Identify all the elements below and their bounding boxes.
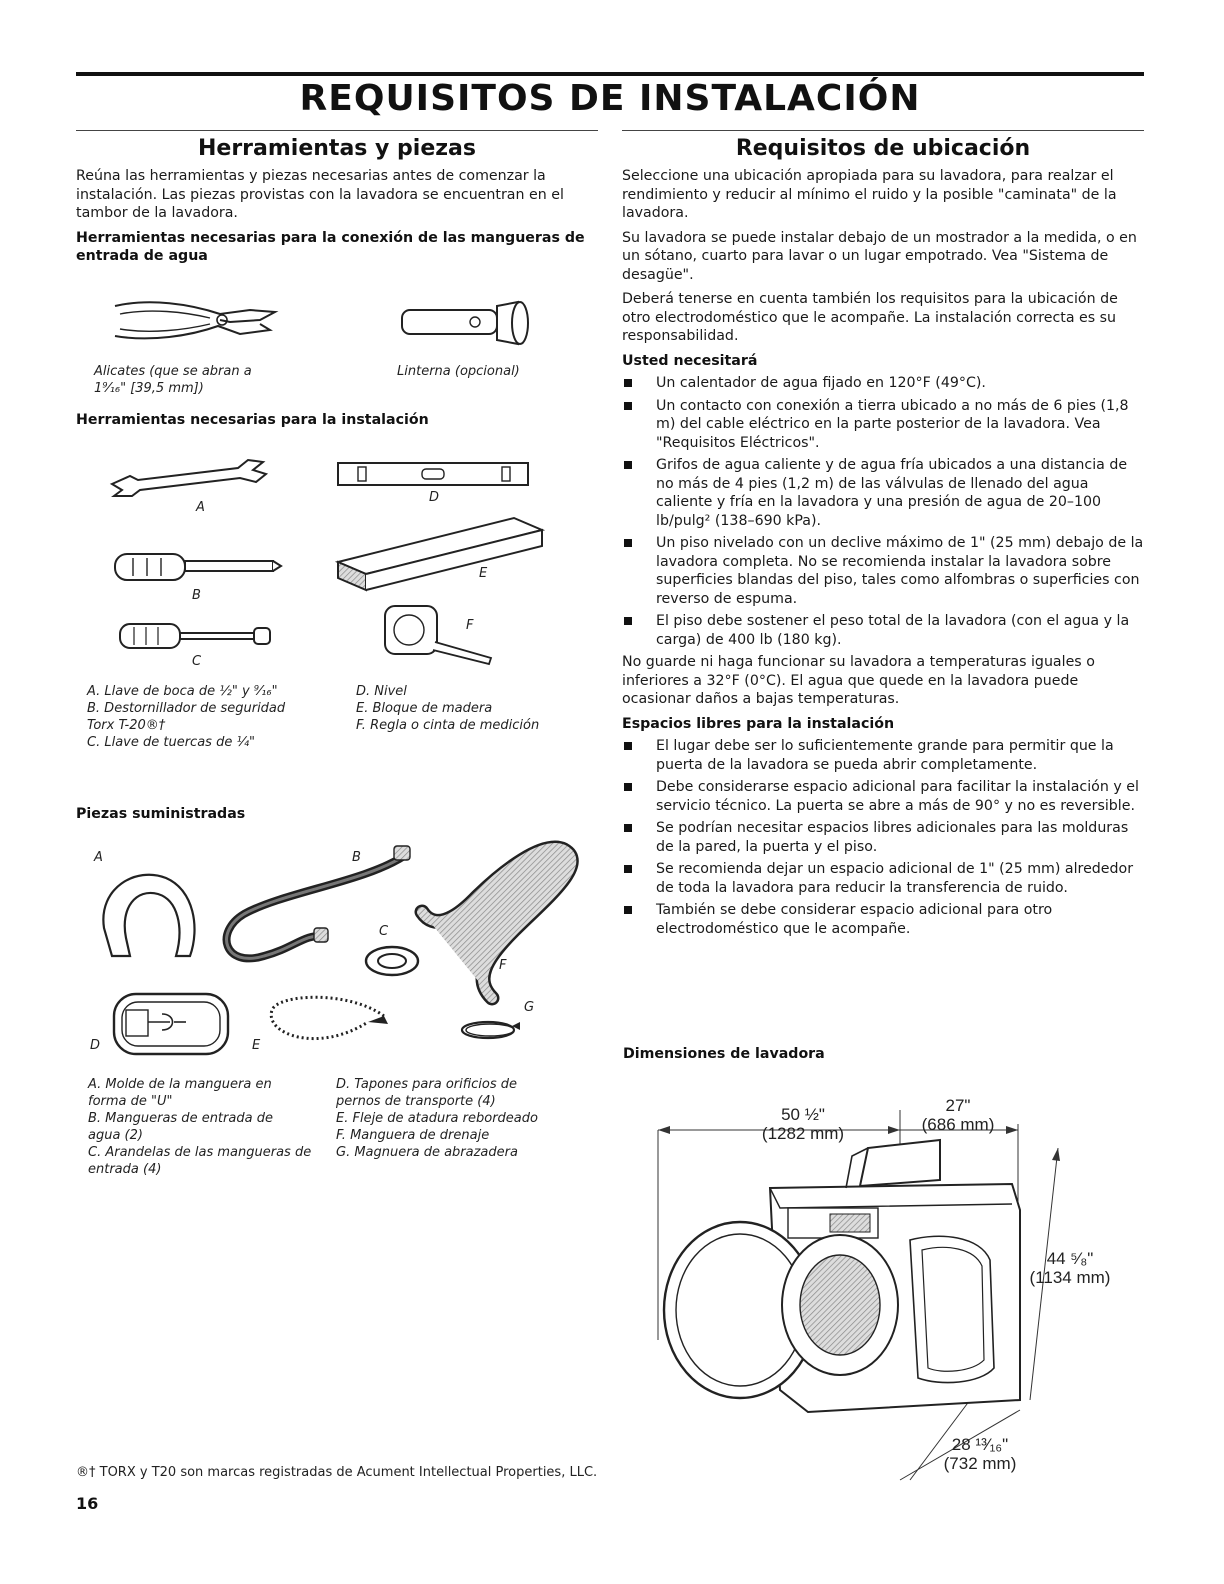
tool-item: B. Destornillador de seguridad Torx T-20®† (87, 701, 286, 733)
part-item: E. Fleje de atadura rebordeado (336, 1111, 538, 1126)
side-dimension (930, 1435, 1030, 1473)
location-p3: Deberá tenerse en cuenta también los requisitos para la ubicación de otro electrodoméstico que le acompañe. La instalación correcta es su responsabilidad. (622, 291, 1118, 344)
nut-driver-illustration (118, 622, 278, 652)
install-tools-heading: Herramientas necesarias para la instalación (76, 412, 429, 428)
washer-dimensions-diagram (640, 1100, 1100, 1490)
tape-measure-illustration (383, 604, 501, 668)
location-p1: Seleccione una ubicación apropiada para su lavadora, para realzar el rendimiento y reducir al mínimo el ruido y la posible "caminata" de la lavadora. (622, 168, 1117, 221)
label-c-parts: C (379, 924, 389, 939)
label-a-parts: A (94, 850, 103, 865)
wood-block-illustration (336, 512, 546, 592)
height-inches: 44 ⁵⁄₈" (1046, 1249, 1094, 1268)
location-p2: Su lavadora se puede instalar debajo de un mostrador a la medida, o en un sótano, cuarto para lavar o un lugar empotrado. Vea "Sistema de desagüe". (622, 229, 1137, 283)
left-rule (76, 130, 598, 131)
right-rule (622, 130, 1144, 131)
transport-plug-illustration (112, 992, 232, 1056)
parts-list-left (88, 1076, 328, 1178)
hose-tools-heading: Herramientas necesarias para la conexión de las mangueras de entrada de agua (76, 229, 585, 264)
label-a: A (196, 500, 205, 515)
pliers-caption: Alicates (que se abran a 1⁹⁄₁₆" [39,5 mm]) (94, 364, 252, 396)
tool-item: A. Llave de boca de ½" y ⁹⁄₁₆" (87, 684, 278, 699)
depth-inches: 27" (945, 1096, 971, 1115)
parts-heading: Piezas suministradas (76, 806, 246, 822)
hose-clamp-illustration (458, 1018, 522, 1042)
part-item: F. Manguera de drenaje (336, 1128, 490, 1143)
width-dimension (738, 1105, 868, 1143)
install-tools-list-left (87, 683, 317, 751)
top-rule (76, 72, 1144, 76)
clearance-list (622, 737, 1144, 938)
label-e-parts: E (252, 1038, 261, 1053)
list-item: Un piso nivelado con un declive máximo de 1" (25 mm) debajo de la lavadora completa. No se recomienda instalar la lavadora sobre superficies blandas del piso, tales como alfombras o superficies con reverso de espuma. (622, 534, 1144, 608)
label-g-parts: G (524, 1000, 535, 1015)
label-d-parts: D (90, 1038, 101, 1053)
dimensions-heading: Dimensiones de lavadora (623, 1046, 825, 1062)
list-item: Debe considerarse espacio adicional para facilitar la instalación y el servicio técnico. La puerta se abre a más de 90° y no es reversible. (622, 778, 1144, 815)
side-inches: 28 ¹³⁄₁₆" (951, 1435, 1009, 1454)
list-item: El piso debe sostener el peso total de la lavadora (con el agua y la carga) de 400 lb (180 kg). (622, 612, 1144, 649)
depth-mm: (686 mm) (921, 1115, 995, 1134)
list-item: Un calentador de agua fijado en 120°F (49°C). (622, 374, 1144, 393)
page-title: REQUISITOS DE INSTALACIÓN (299, 78, 921, 119)
label-d-tools: D (429, 490, 440, 505)
parts-list-right (336, 1076, 576, 1161)
tools-column (76, 136, 598, 270)
level-illustration (336, 461, 532, 489)
width-inches: 50 ½" (781, 1105, 825, 1124)
clearance-heading: Espacios libres para la instalación (622, 715, 895, 732)
location-heading: Requisitos de ubicación (735, 136, 1031, 161)
label-b-parts: B (352, 850, 361, 865)
trademark-footnote: ®† TORX y T20 son marcas registradas de Acument Intellectual Properties, LLC. (76, 1465, 598, 1480)
part-item: G. Magnuera de abrazadera (336, 1145, 518, 1160)
tool-item: D. Nivel (356, 684, 407, 699)
tool-item: C. Llave de tuercas de ¼" (87, 735, 256, 750)
tool-item: F. Regla o cinta de medición (356, 718, 540, 733)
install-tools-list-right (356, 683, 586, 734)
part-item: A. Molde de la manguera en forma de "U" (88, 1077, 272, 1109)
tools-heading: Herramientas y piezas (198, 136, 476, 161)
wrench-illustration (108, 452, 268, 502)
temperature-warning: No guarde ni haga funcionar su lavadora a temperaturas iguales o inferiores a 32°F (0°C). El agua que quede en la lavadora puede ocasionar daños a bajas temperaturas. (622, 654, 1095, 707)
list-item: El lugar debe ser lo suficientemente grande para permitir que la puerta de la lavadora se pueda abrir completamente. (622, 737, 1144, 774)
label-b: B (192, 588, 201, 603)
page-number: 16 (76, 1494, 99, 1513)
part-item: D. Tapones para orificios de pernos de transporte (4) (336, 1077, 518, 1109)
need-heading: Usted necesitará (622, 352, 758, 369)
list-item: Un contacto con conexión a tierra ubicado a no más de 6 pies (1,8 m) del cable eléctrico en la parte posterior de la lavadora. Vea "Requisitos Eléctricos". (622, 397, 1144, 453)
height-mm: (1134 mm) (1029, 1268, 1111, 1287)
label-f-tools: F (466, 618, 474, 633)
screwdriver-illustration (113, 548, 283, 588)
pliers-illustration (110, 296, 280, 346)
label-e-tools: E (479, 566, 488, 581)
location-column (622, 136, 1144, 942)
tools-intro: Reúna las herramientas y piezas necesarias antes de comenzar la instalación. Las piezas provistas con la lavadora se encuentran en el tambor de la lavadora. (76, 168, 564, 221)
u-hose-form-illustration (96, 868, 206, 968)
part-item: C. Arandelas de las mangueras de entrada (4) (88, 1145, 312, 1177)
list-item: Se recomienda dejar un espacio adicional de 1" (25 mm) alrededor de toda la lavadora para reducir la transferencia de ruido. (622, 860, 1144, 897)
list-item: Grifos de agua caliente y de agua fría ubicados a una distancia de no más de 4 pies (1,2 m) de las válvulas de llenado del agua caliente y fría en la lavadora y una presión de agua de 20–100 lb/pulg² (138–690 kPa). (622, 456, 1144, 530)
depth-dimension (908, 1096, 1008, 1134)
drain-hose-illustration (414, 840, 594, 1010)
label-c: C (192, 654, 202, 669)
beaded-strap-illustration (258, 994, 398, 1056)
label-f-parts: F (499, 958, 507, 973)
flashlight-illustration (400, 298, 540, 348)
list-item: También se debe considerar espacio adicional para otro electrodoméstico que le acompañe. (622, 901, 1144, 938)
flashlight-caption: Linterna (opcional) (397, 364, 520, 379)
need-list (622, 374, 1144, 649)
width-mm: (1282 mm) (761, 1124, 845, 1143)
list-item: Se podrían necesitar espacios libres adicionales para las molduras de la pared, la puerta y el piso. (622, 819, 1144, 856)
part-item: B. Mangueras de entrada de agua (2) (88, 1111, 273, 1143)
height-dimension (1020, 1249, 1120, 1287)
tool-item: E. Bloque de madera (356, 701, 493, 716)
hose-washer-illustration (362, 944, 422, 978)
side-mm: (732 mm) (943, 1454, 1017, 1473)
